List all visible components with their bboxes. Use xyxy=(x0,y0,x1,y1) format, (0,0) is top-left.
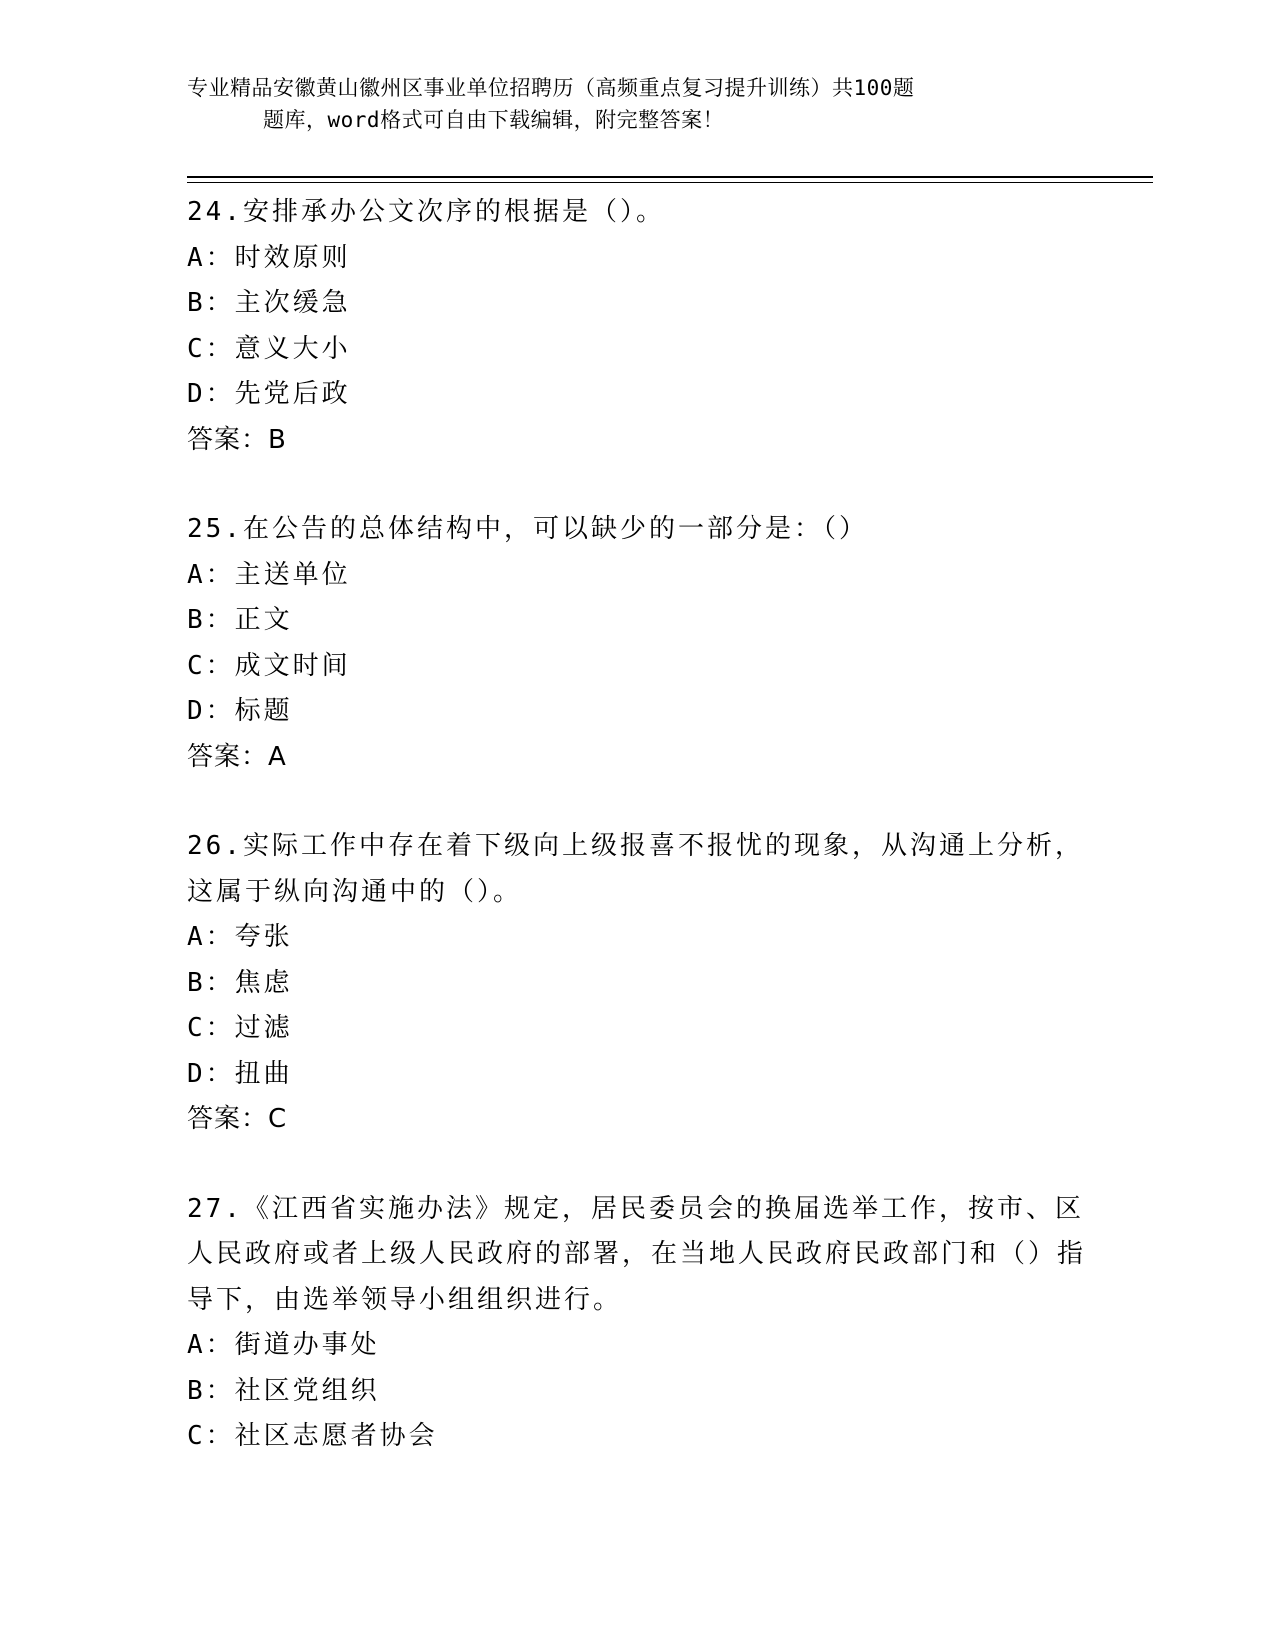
option-c: C：成文时间 xyxy=(187,650,351,681)
answer-line: 答案：B xyxy=(187,424,287,455)
question-list xyxy=(187,190,1087,1460)
document-header xyxy=(187,72,1047,136)
option-b: B：社区党组织 xyxy=(187,1375,380,1406)
question-stem: 24.安排承办公文次序的根据是（）。 xyxy=(187,197,665,227)
header-divider-thin xyxy=(187,182,1153,183)
option-c: C：社区志愿者协会 xyxy=(187,1421,438,1451)
header-title-line-1: 专业精品安徽黄山徽州区事业单位招聘历（高频重点复习提升训练）共100题 xyxy=(187,76,915,100)
question-24 xyxy=(187,190,1087,463)
option-d: D：标题 xyxy=(187,696,293,726)
option-b: B：正文 xyxy=(187,605,293,635)
answer-line: 答案：C xyxy=(187,1104,288,1134)
option-a: A：街道办事处 xyxy=(187,1330,380,1360)
header-title-line-2: 题库，word格式可自由下载编辑，附完整答案！ xyxy=(263,108,725,132)
answer-line: 答案：A xyxy=(187,741,287,772)
question-26 xyxy=(187,824,1087,1143)
question-25 xyxy=(187,507,1087,780)
option-c: C：过滤 xyxy=(187,1013,293,1043)
question-stem: 25.在公告的总体结构中，可以缺少的一部分是：（） xyxy=(187,514,868,544)
question-stem: 27.《江西省实施办法》规定，居民委员会的换届选举工作，按市、区人民政府或者上级人民政府的部署，在当地人民政府民政部门和（）指导下，由选举领导小组组织进行。 xyxy=(187,1193,1087,1315)
option-d: D：先党后政 xyxy=(187,379,351,409)
option-a: A：时效原则 xyxy=(187,242,351,273)
header-divider-thick xyxy=(187,176,1153,178)
option-a: A：夸张 xyxy=(187,922,293,952)
question-27 xyxy=(187,1187,1087,1460)
option-c: C：意义大小 xyxy=(187,333,351,364)
option-d: D：扭曲 xyxy=(187,1058,293,1089)
option-b: B：主次缓急 xyxy=(187,288,351,318)
option-b: B：焦虑 xyxy=(187,967,293,998)
option-a: A：主送单位 xyxy=(187,559,351,590)
question-stem: 26.实际工作中存在着下级向上级报喜不报忧的现象，从沟通上分析，这属于纵向沟通中的（）。 xyxy=(187,831,1084,907)
